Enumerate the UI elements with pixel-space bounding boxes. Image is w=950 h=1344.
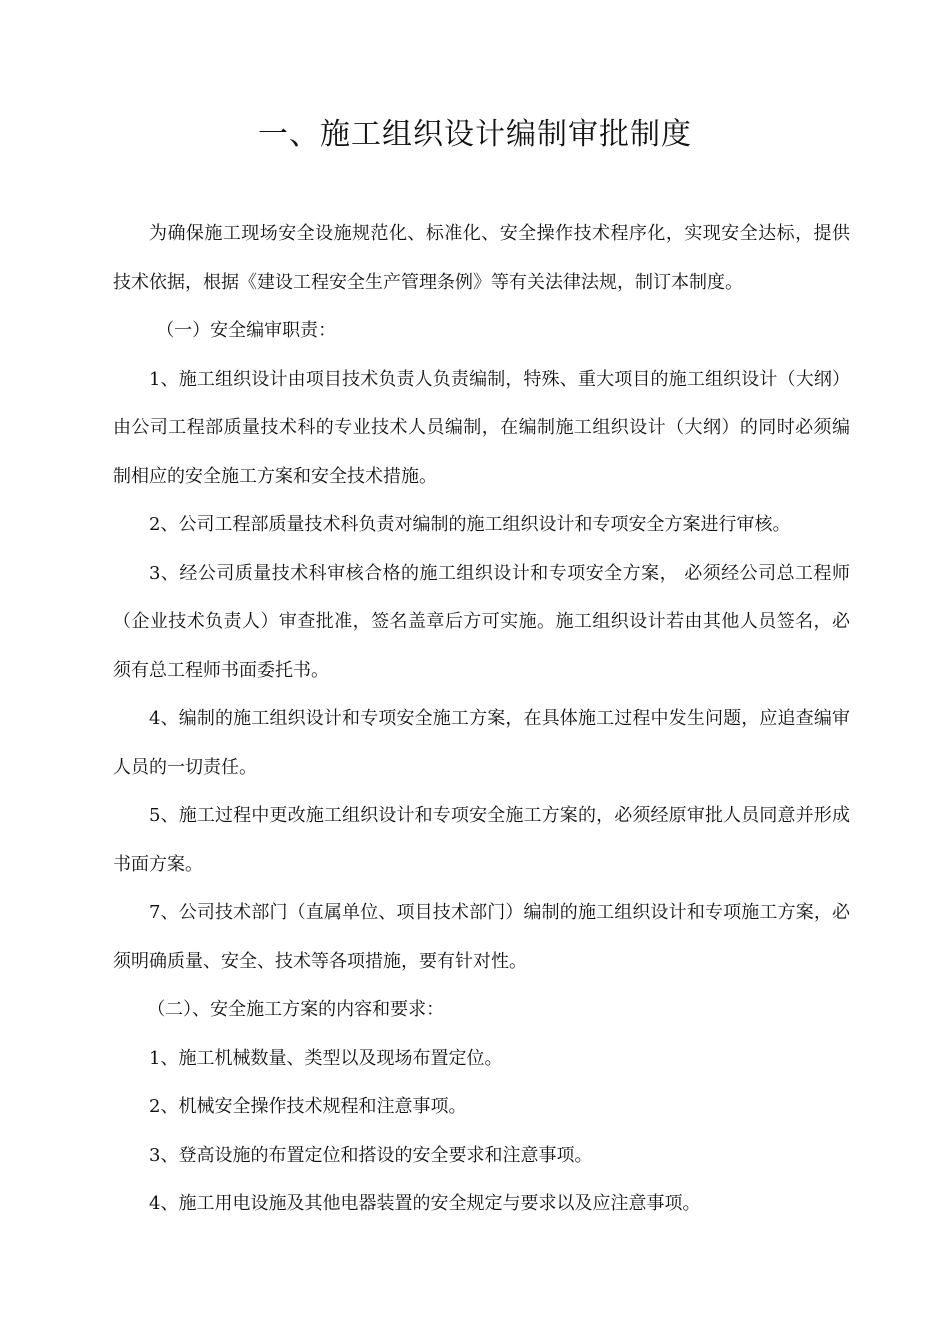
clause-paragraph-3: 3、经公司质量技术科审核合格的施工组织设计和专项安全方案， 必须经公司总工程师（企业技术负责人）审查批准，签名盖章后方可实施。施工组织设计若由其他人员签名，必须有总工程师书面委托书。 xyxy=(113,562,850,681)
intro-paragraph: 为确保施工现场安全设施规范化、标准化、安全操作技术程序化，实现安全达标，提供技术依据，根据《建设工程安全生产管理条例》等有关法律法规，制订本制度。 xyxy=(113,223,850,293)
requirement-item-4: 4、施工用电设施及其他电器装置的安全规定与要求以及应注意事项。 xyxy=(149,1193,701,1214)
requirement-item-3: 3、登高设施的布置定位和搭设的安全要求和注意事项。 xyxy=(149,1144,593,1166)
document-title: 一、施工组织设计编制审批制度 xyxy=(258,117,692,152)
document-body xyxy=(113,210,850,1229)
section-heading-2: （二）、安全施工方案的内容和要求： xyxy=(147,999,445,1020)
requirement-item-1: 1、施工机械数量、类型以及现场布置定位。 xyxy=(149,1047,503,1069)
section-heading-1: （一）安全编审职责： xyxy=(156,320,337,341)
clause-paragraph-7: 7、公司技术部门（直属单位、项目技术部门）编制的施工组织设计和专项施工方案，必须明确质量、安全、技术等各项措施，要有针对性。 xyxy=(113,902,850,972)
clause-paragraph-1: 1、施工组织设计由项目技术负责人负责编制，特殊、重大项目的施工组织设计（大纲）由公司工程部质量技术科的专业技术人员编制，在编制施工组织设计（大纲）的同时必须编制相应的安全施工方案和安全技术措施。 xyxy=(113,368,850,487)
clause-paragraph-4: 4、编制的施工组织设计和专项安全施工方案，在具体施工过程中发生问题，应追查编审人员的一切责任。 xyxy=(113,708,850,778)
clause-paragraph-2: 2、公司工程部质量技术科负责对编制的施工组织设计和专项安全方案进行审核。 xyxy=(149,514,791,535)
clause-paragraph-5: 5、施工过程中更改施工组织设计和专项安全施工方案的，必须经原审批人员同意并形成书面方案。 xyxy=(113,805,850,875)
requirement-item-2: 2、机械安全操作技术规程和注意事项。 xyxy=(149,1096,467,1117)
